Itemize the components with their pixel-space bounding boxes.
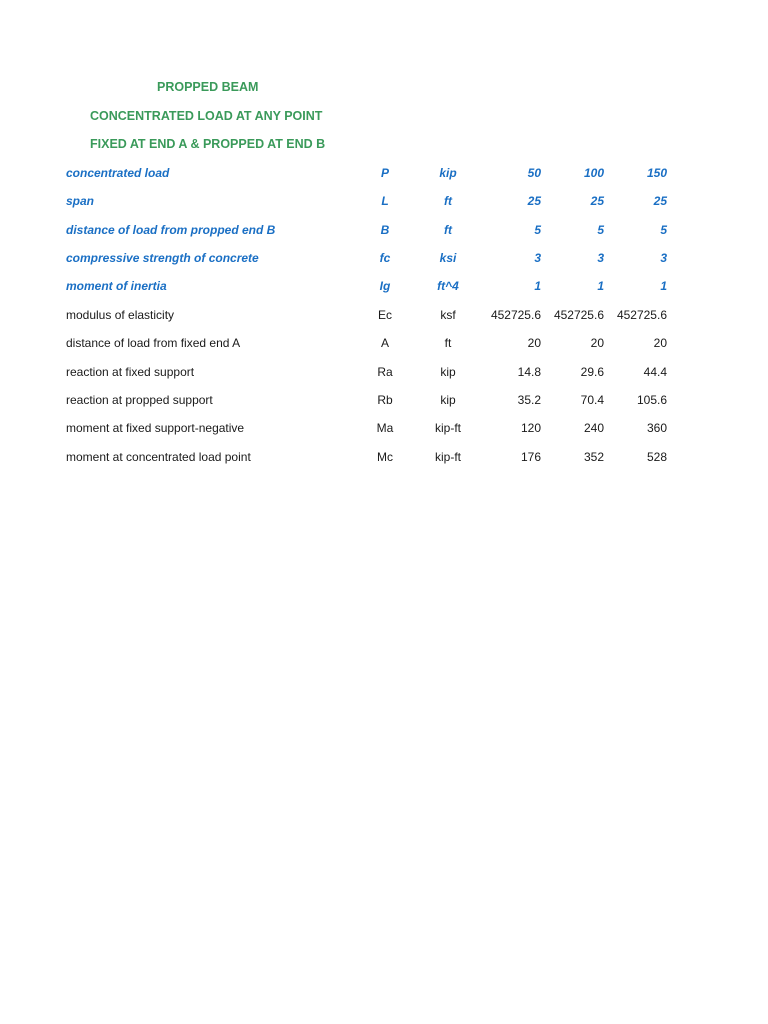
- row-unit: ft: [444, 336, 452, 350]
- row-symbol: Ma: [376, 421, 394, 435]
- value-cell-1[interactable]: 5: [534, 223, 541, 237]
- row-label: reaction at propped support: [66, 393, 213, 407]
- table-row: [0, 448, 768, 466]
- table-row: [0, 391, 768, 409]
- row-unit: ft^4: [437, 279, 459, 293]
- value-cell-1: 14.8: [517, 365, 541, 379]
- table-row: [0, 419, 768, 437]
- table-row: [0, 192, 768, 210]
- value-cell-3: 528: [646, 450, 667, 464]
- value-cell-2: 20: [590, 336, 604, 350]
- row-unit: kip: [440, 365, 456, 379]
- value-cell-2: 452725.6: [553, 308, 604, 322]
- row-symbol: Ig: [379, 279, 391, 293]
- value-cell-3: 44.4: [643, 365, 667, 379]
- value-cell-2: 29.6: [580, 365, 604, 379]
- value-cell-3[interactable]: 1: [660, 279, 667, 293]
- value-cell-2: 240: [583, 421, 604, 435]
- value-cell-1[interactable]: 25: [527, 194, 541, 208]
- value-cell-1: 452725.6: [490, 308, 541, 322]
- row-symbol: L: [381, 194, 389, 208]
- value-cell-3[interactable]: 3: [660, 251, 667, 265]
- row-symbol: Ra: [377, 365, 393, 379]
- value-cell-1[interactable]: 3: [534, 251, 541, 265]
- value-cell-2[interactable]: 5: [597, 223, 604, 237]
- table-row: [0, 334, 768, 352]
- table-row: [0, 164, 768, 182]
- table-row: [0, 306, 768, 324]
- value-cell-1: 35.2: [517, 393, 541, 407]
- value-cell-3[interactable]: 150: [646, 166, 667, 180]
- value-cell-3: 20: [653, 336, 667, 350]
- row-unit: ksf: [440, 308, 456, 322]
- table-row: [0, 363, 768, 381]
- row-label: span: [66, 194, 95, 208]
- row-label: distance of load from propped end B: [66, 223, 276, 237]
- value-cell-3: 452725.6: [616, 308, 667, 322]
- value-cell-2: 352: [583, 450, 604, 464]
- value-cell-1[interactable]: 1: [534, 279, 541, 293]
- row-unit: ft: [444, 194, 452, 208]
- row-symbol: A: [380, 336, 389, 350]
- row-unit: kip-ft: [434, 421, 461, 435]
- row-symbol: B: [380, 223, 390, 237]
- value-cell-2[interactable]: 1: [597, 279, 604, 293]
- row-label: moment of inertia: [66, 279, 167, 293]
- row-label: concentrated load: [66, 166, 170, 180]
- value-cell-2[interactable]: 3: [597, 251, 604, 265]
- value-cell-3: 360: [646, 421, 667, 435]
- row-unit: kip: [440, 393, 456, 407]
- value-cell-3: 105.6: [636, 393, 667, 407]
- row-symbol: Ec: [377, 308, 392, 322]
- value-cell-1[interactable]: 50: [527, 166, 541, 180]
- value-cell-3[interactable]: 5: [660, 223, 667, 237]
- row-unit: kip-ft: [434, 450, 461, 464]
- row-symbol: Mc: [377, 450, 393, 464]
- value-cell-1: 176: [520, 450, 541, 464]
- value-cell-2[interactable]: 100: [583, 166, 604, 180]
- row-label: moment at fixed support-negative: [66, 421, 245, 435]
- row-label: reaction at fixed support: [66, 365, 195, 379]
- page-subtitle-load: CONCENTRATED LOAD AT ANY POINT: [90, 109, 323, 123]
- table-row: [0, 249, 768, 267]
- page-title: PROPPED BEAM: [157, 80, 259, 94]
- row-unit: ksi: [439, 251, 457, 265]
- row-symbol: fc: [379, 251, 391, 265]
- row-symbol: Rb: [377, 393, 393, 407]
- row-label: compressive strength of concrete: [66, 251, 259, 265]
- value-cell-2[interactable]: 25: [590, 194, 604, 208]
- row-unit: kip: [439, 166, 457, 180]
- value-cell-3[interactable]: 25: [653, 194, 667, 208]
- row-label: moment at concentrated load point: [66, 450, 251, 464]
- value-cell-1: 20: [527, 336, 541, 350]
- row-label: distance of load from fixed end A: [66, 336, 241, 350]
- value-cell-2: 70.4: [580, 393, 604, 407]
- page-subtitle-support: FIXED AT END A & PROPPED AT END B: [90, 137, 326, 151]
- table-row: [0, 277, 768, 295]
- row-label: modulus of elasticity: [66, 308, 175, 322]
- row-unit: ft: [444, 223, 452, 237]
- table-row: [0, 221, 768, 239]
- row-symbol: P: [380, 166, 389, 180]
- value-cell-1: 120: [520, 421, 541, 435]
